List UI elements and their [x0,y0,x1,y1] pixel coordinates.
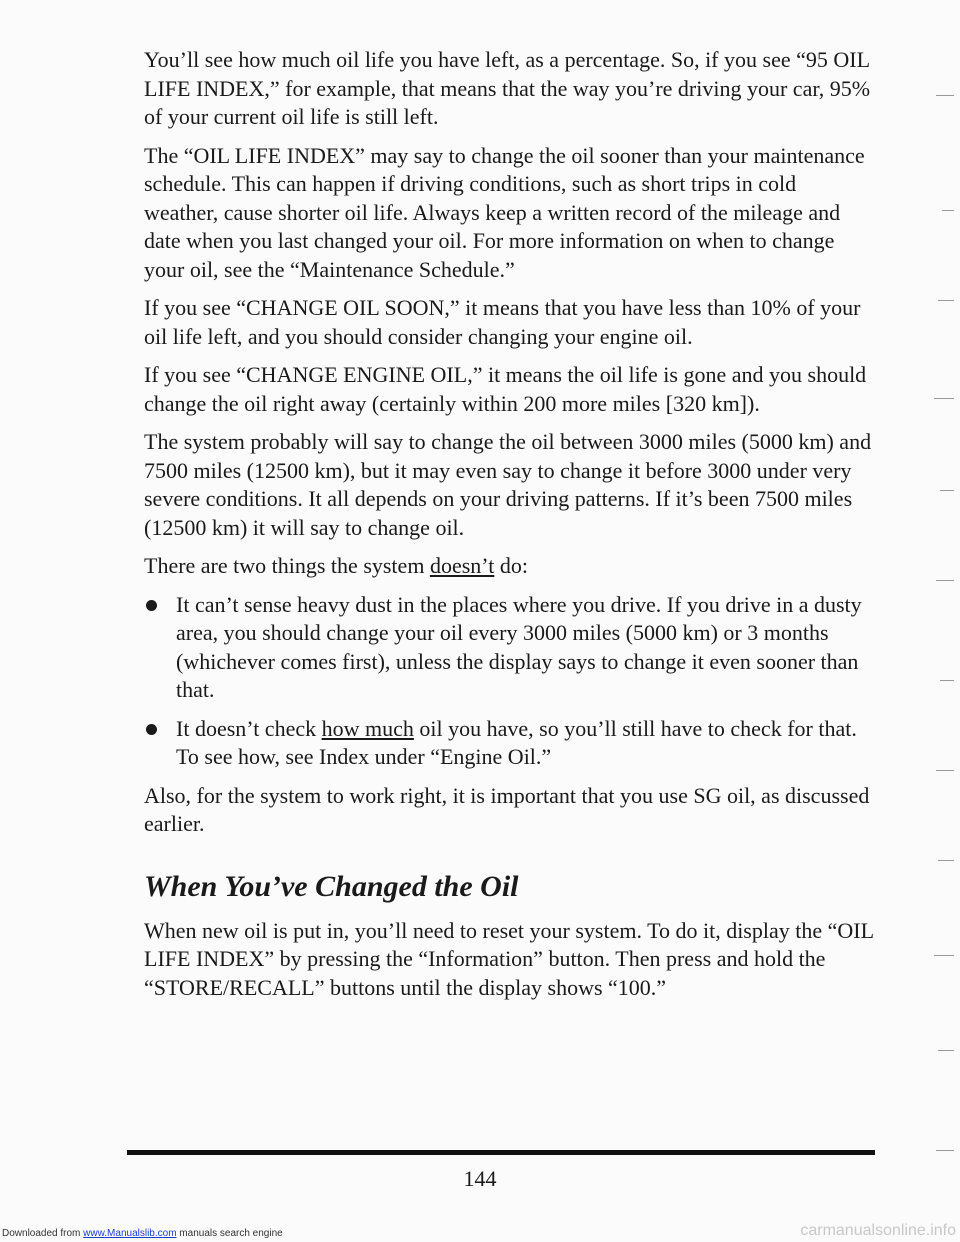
margin-tick [938,1050,954,1051]
margin-tick [938,860,954,861]
bullet-text-before: It doesn’t check [176,715,322,741]
margin-tick [936,580,954,581]
list-intro [144,552,874,581]
paragraph-change-oil-soon: If you see “CHANGE OIL SOON,” it means that you have less than 10% of your oil life left, and you should consider changing your engine oil. [144,295,861,349]
paragraph-change-engine-oil: If you see “CHANGE ENGINE OIL,” it means the oil life is gone and you should change the oil right away (certainly within 200 more miles [320 km]). [144,362,867,416]
list-intro-emphasis: doesn’t [429,553,495,578]
bullet-text-after: oil you have, so you’ll still have to check for that. To see how, see Index under “Engine Oil.” [176,715,857,769]
bullet-icon [146,724,157,735]
list-intro-after: do: [494,553,528,578]
download-footer [2,1228,283,1239]
bullet-icon [146,600,157,611]
margin-tick [940,490,954,491]
paragraph-oil-life-percentage: You’ll see how much oil life you have left, as a percentage. So, if you see “95 OIL LIFE INDEX,” for example, that means that the way you’re driving your car, 95% of your current oil life is still left. [144,47,871,129]
paragraph-reset-system: When new oil is put in, you’ll need to reset your system. To do it, display the “OIL LIFE INDEX” by pressing the “Information” button. Then press and hold the “STORE/RECALL” buttons until the display shows “100.” [144,917,874,1000]
limitations-list [144,591,874,772]
footer-link[interactable]: www.Manualslib.com [83,1228,177,1239]
bullet-text-dust: It can’t sense heavy dust in the places where you drive. If you drive in a dusty area, you should change your oil every 3000 miles (5000 km) or 3 months (whichever comes first), unless the display says to change it even sooner than that. [176,591,862,702]
watermark: carmanualsonline.info [800,1222,956,1239]
margin-tick [938,300,954,301]
margin-tick [936,770,954,771]
footer-rule [127,1150,875,1155]
margin-tick [936,95,954,96]
paragraph-system-interval: The system probably will say to change the oil between 3000 miles (5000 km) and 7500 miles (12500 km), but it may even say to change it before 3000 under very severe conditions. It all depends on your driving patterns. If it’s been 7500 miles (12500 km) it will say to change oil. [144,429,872,540]
paragraph-sg-oil: Also, for the system to work right, it is important that you use SG oil, as discussed earlier. [144,782,870,836]
list-intro-before: There are two things the system [144,553,430,578]
page-number: 144 [463,1166,497,1191]
margin-tick [934,398,954,399]
margin-tick [940,680,954,681]
bullet-text-how-much [176,716,857,770]
list-item [144,715,874,772]
page-content [144,46,874,1012]
margin-tick [934,955,954,956]
footer-suffix: manuals search engine [176,1228,283,1239]
margin-tick [942,210,954,211]
margin-tick [936,1150,954,1151]
paragraph-maintenance-schedule: The “OIL LIFE INDEX” may say to change the oil sooner than your maintenance schedule. This can happen if driving conditions, such as short trips in cold weather, cause shorter oil life. Always keep a written record of the mileage and date when you last changed your oil. For more information on when to change your oil, see the “Maintenance Schedule.” [144,142,865,282]
bullet-text-emphasis: how much [321,715,414,741]
section-heading: When You’ve Changed the Oil [144,869,519,903]
list-item [144,591,874,705]
footer-prefix: Downloaded from [2,1228,84,1239]
